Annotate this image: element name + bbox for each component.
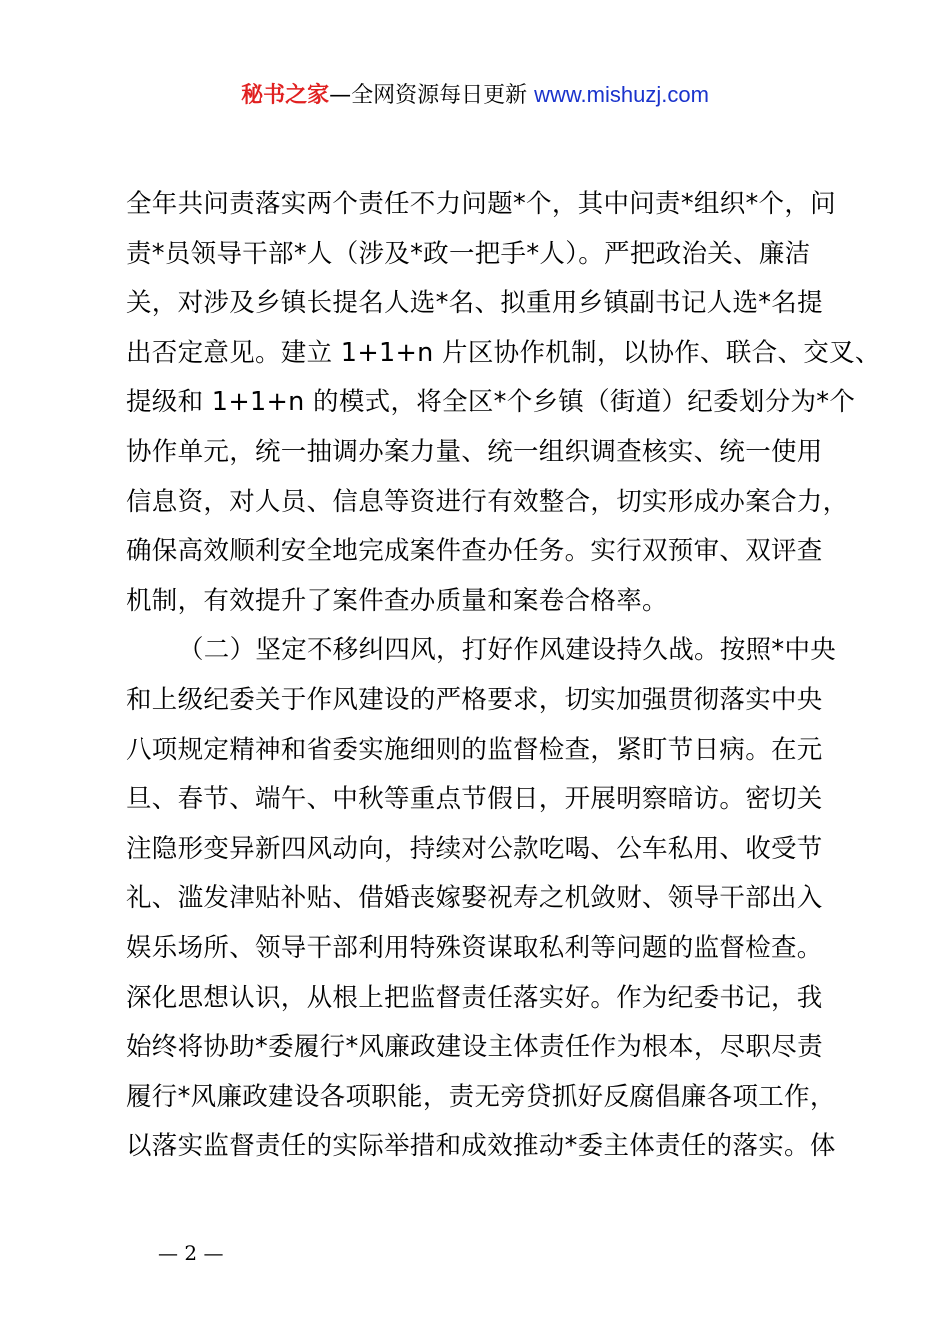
text-line: 全年共问责落实两个责任不力问题*个，其中问责*组织*个，问 [126, 189, 836, 219]
site-brand: 秘书之家 [241, 83, 330, 108]
text-line: 娱乐场所、领导干部利用特殊资谋取私利等问题的监督检查。 [126, 932, 823, 963]
text-line: 信息资，对人员、信息等资进行有效整合，切实形成办案合力， [126, 486, 849, 517]
text-line: 以落实监督责任的实际举措和成效推动*委主体责任的落实。体 [126, 1131, 836, 1162]
text-line: 旦、春节、端午、中秋等重点节假日，开展明察暗访。密切关 [126, 784, 823, 815]
site-tagline: —全网资源每日更新 [329, 83, 535, 108]
text-line: 深化思想认识，从根上把监督责任落实好。作为纪委书记，我 [126, 982, 823, 1013]
text-line: 始终将协助*委履行*风廉政建设主体责任作为根本，尽职尽责 [126, 1032, 823, 1063]
text-line: 礼、滥发津贴补贴、借婚丧嫁娶祝寿之机敛财、领导干部出入 [126, 883, 823, 914]
text-line: 注隐形变异新四风动向，持续对公款吃喝、公车私用、收受节 [126, 833, 823, 864]
text-line: 和上级纪委关于作风建设的严格要求，切实加强贯彻落实中央 [126, 684, 823, 715]
text-line: 八项规定精神和省委实施细则的监督检查，紧盯节日病。在元 [126, 734, 823, 765]
site-header [0, 78, 950, 113]
document-body [126, 180, 881, 1172]
text-line: 确保高效顺利安全地完成案件查办任务。实行双预审、双评查 [126, 536, 823, 567]
paragraph-heading-line: （二）坚定不移纠四风，打好作风建设持久战。按照*中央 [178, 635, 837, 666]
text-line: 协作单元，统一抽调办案力量、统一组织调查核实、统一使用 [126, 436, 823, 467]
text-line: 机制，有效提升了案件查办质量和案卷合格率。 [126, 585, 668, 616]
text-line: 履行*风廉政建设各项职能，责无旁贷抓好反腐倡廉各项工作， [126, 1081, 836, 1112]
text-line: 关，对涉及乡镇长提名人选*名、拟重用乡镇副书记人选*名提 [126, 288, 823, 319]
text-line: 出否定意见。建立 1+1+n 片区协作机制，以协作、联合、交叉、 [126, 337, 881, 368]
page-number: — 2 — [158, 1241, 224, 1265]
text-line: 责*员领导干部*人（涉及*政一把手*人）。严把政治关、廉洁 [126, 238, 811, 269]
text-line: 提级和 1+1+n 的模式，将全区*个乡镇（街道）纪委划分为*个 [126, 387, 856, 418]
site-url: www.mishuzj.com [534, 82, 709, 107]
